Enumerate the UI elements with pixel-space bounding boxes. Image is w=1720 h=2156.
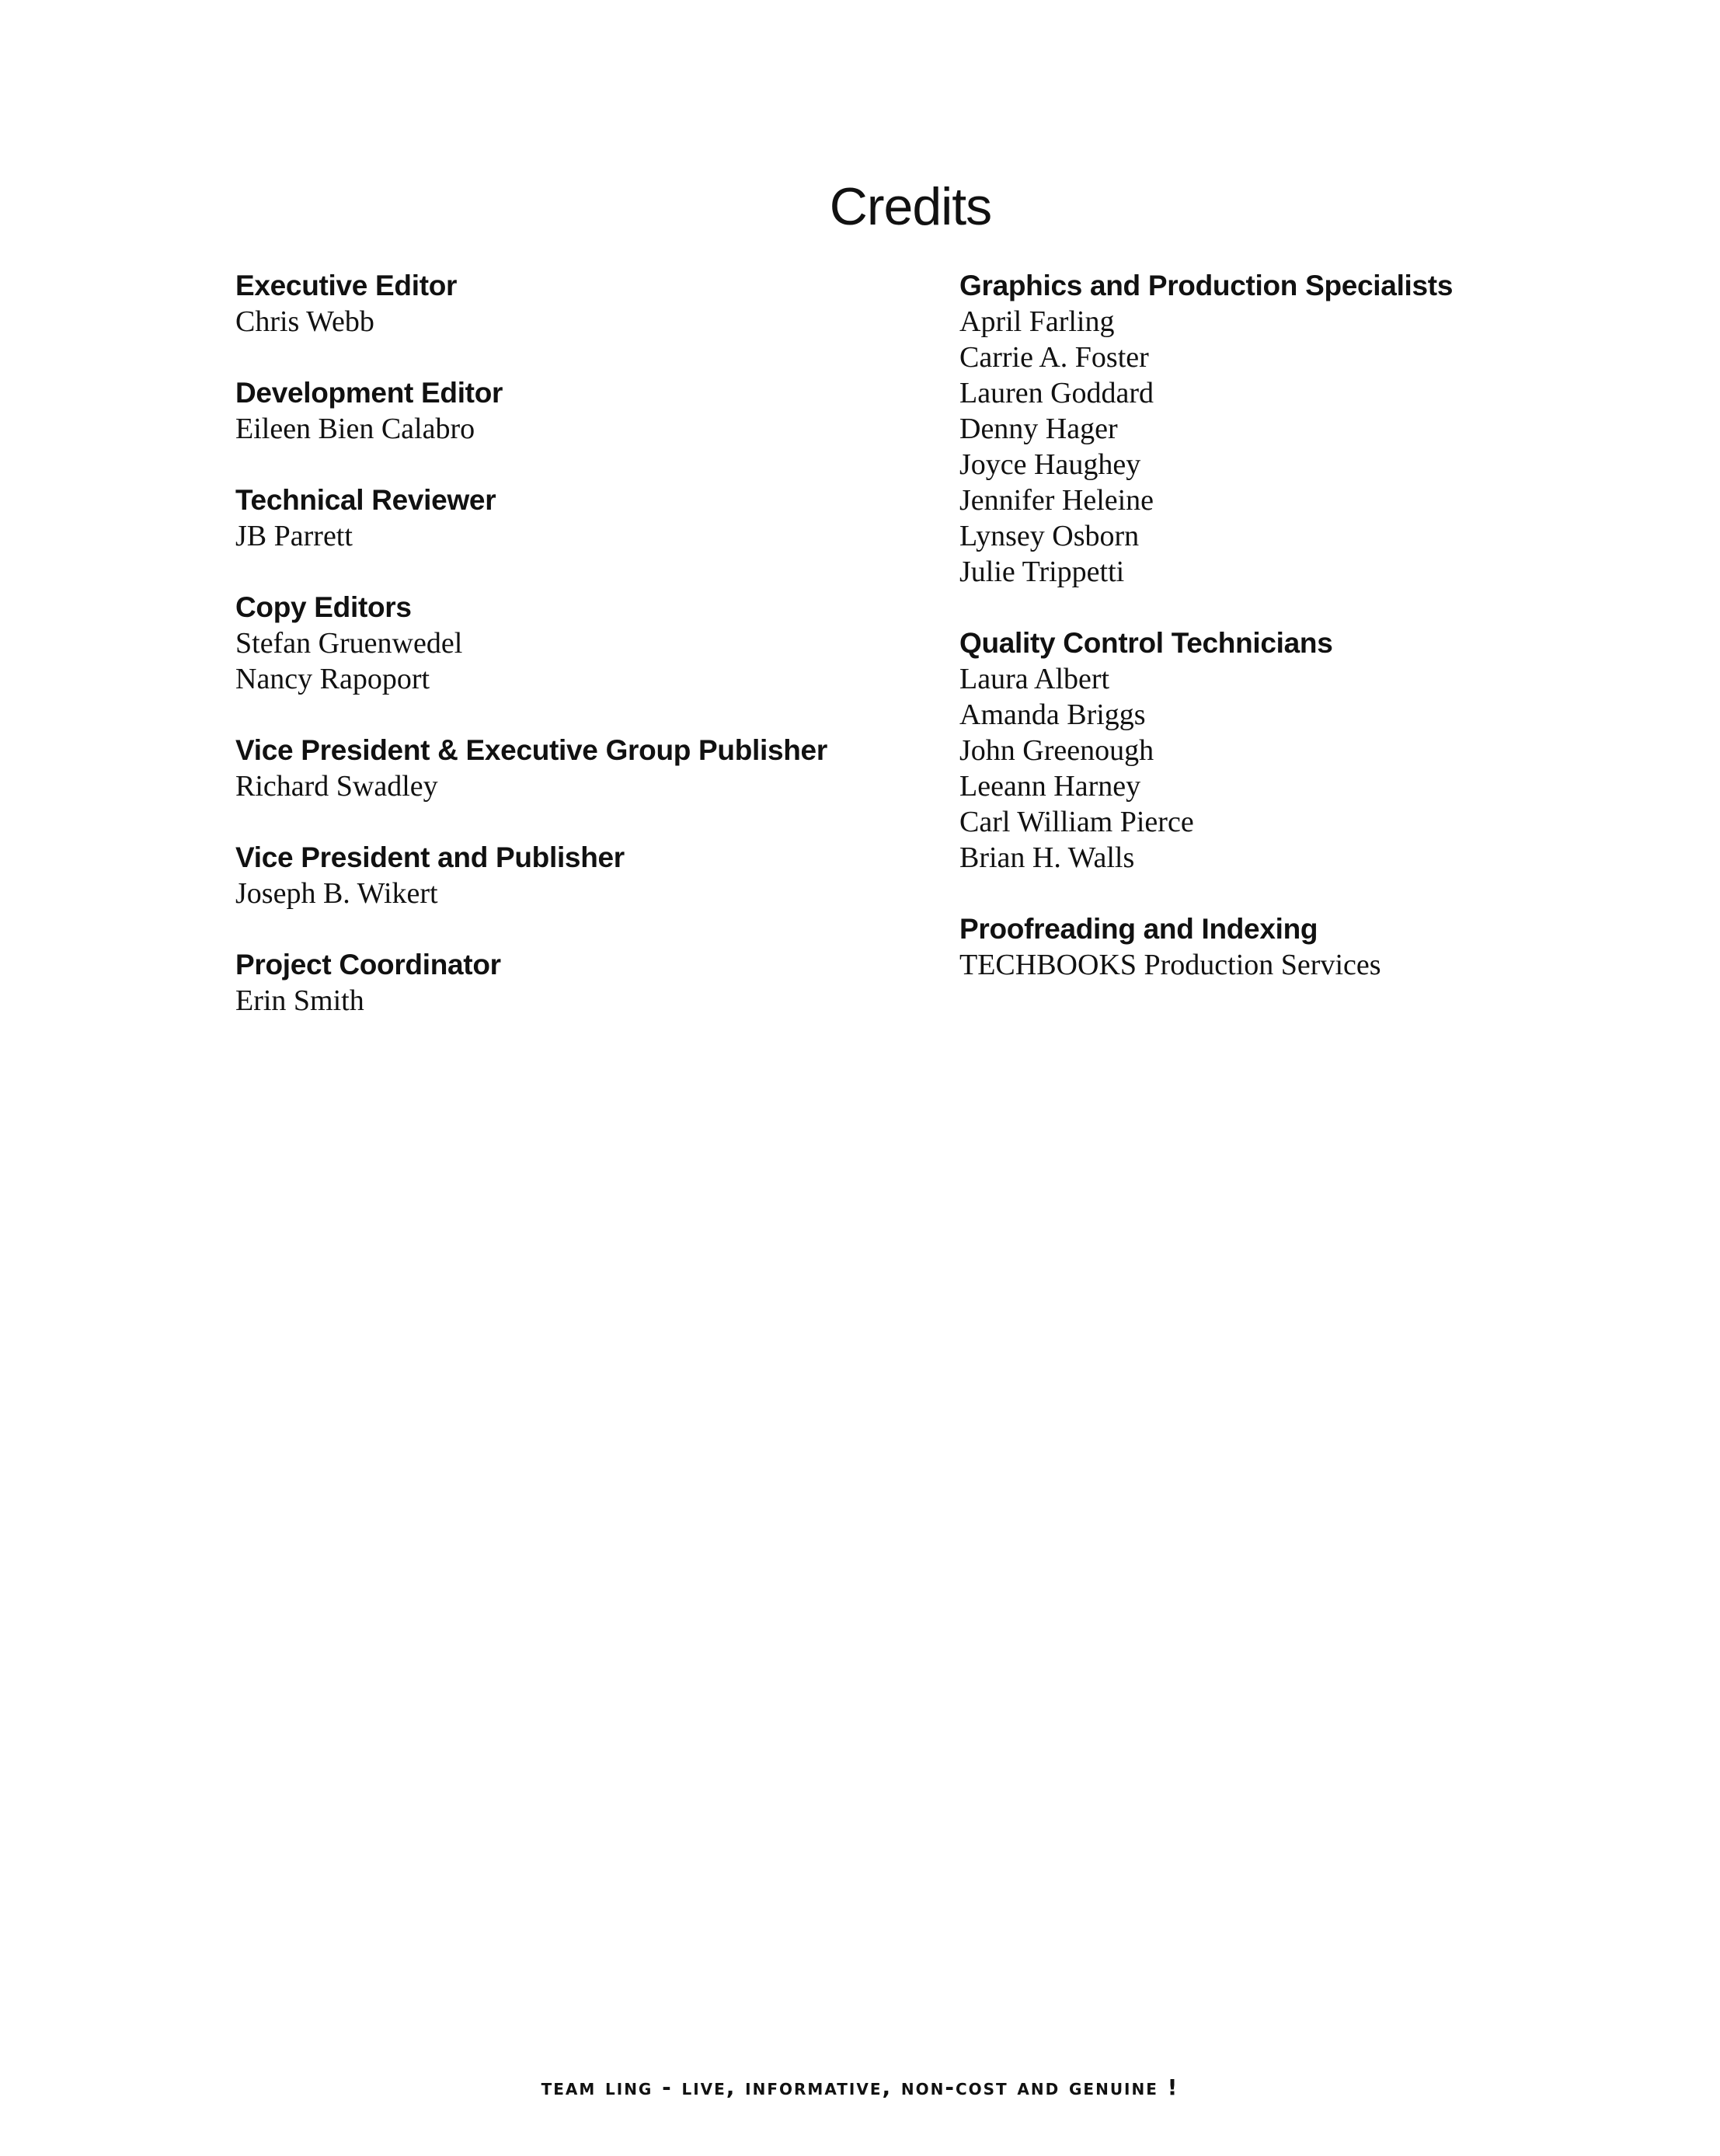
credit-section bbox=[235, 375, 919, 447]
footer-text: team ling - live, informative, non-cost and genuine ! bbox=[541, 2074, 1179, 2100]
credit-name: Leeann Harney bbox=[959, 770, 1141, 803]
credits-left-column bbox=[235, 268, 919, 1054]
credit-name: Carrie A. Foster bbox=[959, 341, 1149, 374]
credit-name: Nancy Rapoport bbox=[235, 663, 430, 695]
role-heading: Quality Control Technicians bbox=[959, 627, 1333, 659]
credit-name: Joyce Haughey bbox=[959, 448, 1141, 481]
role-heading: Development Editor bbox=[235, 377, 503, 409]
credit-name: Jennifer Heleine bbox=[959, 484, 1154, 517]
credit-section bbox=[959, 625, 1643, 876]
role-heading: Proofreading and Indexing bbox=[959, 913, 1318, 945]
credit-name: Chris Webb bbox=[235, 305, 374, 338]
credit-name: Carl William Pierce bbox=[959, 806, 1194, 838]
credit-section bbox=[235, 733, 919, 804]
role-heading: Project Coordinator bbox=[235, 949, 501, 980]
credit-section bbox=[235, 947, 919, 1019]
credit-name: Amanda Briggs bbox=[959, 698, 1146, 731]
credit-name: Joseph B. Wikert bbox=[235, 877, 438, 910]
credit-name: John Greenough bbox=[959, 734, 1154, 767]
credit-name: Julie Trippetti bbox=[959, 556, 1125, 588]
credit-name: Erin Smith bbox=[235, 984, 364, 1017]
credit-section bbox=[235, 590, 919, 697]
role-heading: Copy Editors bbox=[235, 591, 412, 623]
credit-name: Brian H. Walls bbox=[959, 841, 1135, 874]
credit-name: TECHBOOKS Production Services bbox=[959, 949, 1381, 981]
credit-name: April Farling bbox=[959, 305, 1115, 338]
role-heading: Technical Reviewer bbox=[235, 484, 496, 516]
credit-section bbox=[235, 840, 919, 911]
role-heading: Vice President & Executive Group Publisher bbox=[235, 734, 827, 766]
credit-name: Denny Hager bbox=[959, 413, 1118, 445]
credits-right-column bbox=[959, 268, 1643, 1019]
credit-section bbox=[235, 268, 919, 340]
credit-section bbox=[959, 911, 1643, 983]
role-heading: Vice President and Publisher bbox=[235, 841, 625, 873]
role-heading: Graphics and Production Specialists bbox=[959, 270, 1454, 301]
credit-name: Richard Swadley bbox=[235, 770, 438, 803]
credit-section bbox=[959, 268, 1643, 590]
credit-section bbox=[235, 482, 919, 554]
credit-name: JB Parrett bbox=[235, 520, 353, 552]
credit-name: Eileen Bien Calabro bbox=[235, 413, 475, 445]
credit-name: Stefan Gruenwedel bbox=[235, 627, 463, 660]
credit-name: Laura Albert bbox=[959, 663, 1110, 695]
page-title: Credits bbox=[829, 177, 992, 236]
role-heading: Executive Editor bbox=[235, 270, 458, 301]
credit-name: Lynsey Osborn bbox=[959, 520, 1140, 552]
credit-name: Lauren Goddard bbox=[959, 377, 1154, 409]
